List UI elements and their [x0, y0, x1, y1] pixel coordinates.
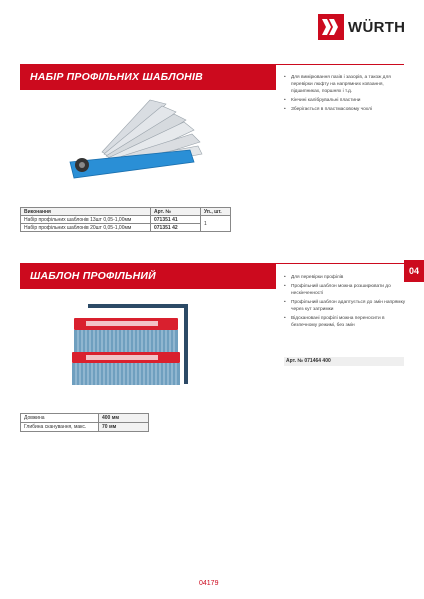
table-row: [21, 414, 149, 423]
table-row: [21, 423, 149, 432]
page-number: 04179: [199, 580, 219, 587]
brand-name: WÜRTH: [348, 18, 406, 36]
wurth-logo-icon: [318, 14, 344, 40]
section2-article: Арт. № 071464 400: [284, 357, 404, 366]
section1-bullet: • Кінчині калібрувальні пластини: [284, 97, 406, 104]
row-desc: Набір профільних шаблонів 13шт 0,05-1,00мм: [21, 216, 151, 224]
section-tab: 04: [404, 260, 424, 282]
section1-bullets: [284, 74, 406, 115]
profile-gauge-image: [66, 300, 196, 390]
section1-bullet: • Для вимірювання пазів і зазорів, а також для перевірки люфту на напрямних ковзання, підшипниках, поршнях і т.д.: [284, 74, 406, 95]
table-row: [21, 224, 231, 232]
profile-gauge-bottom: [72, 352, 180, 385]
section2-banner: [20, 263, 276, 289]
section2-bullet: • Для перевірки профілів: [284, 274, 406, 281]
section1-bullet: • Зберігається в пластмасовому чохлі: [284, 106, 406, 113]
wurth-logo: [318, 14, 410, 40]
section1-table: [20, 207, 231, 232]
section2-title: ШАБЛОН ПРОФІЛЬНИЙ: [30, 270, 156, 282]
row-art: 071351 42: [151, 224, 201, 232]
section2-bullet: • Профільний шаблон можна розширювати до нескінченності: [284, 283, 406, 297]
spec-value: 400 мм: [99, 414, 149, 423]
gauge-pivot-center: [79, 162, 85, 168]
section1-title: НАБІР ПРОФІЛЬНИХ ШАБЛОНІВ: [30, 71, 203, 83]
header-variant: Виконання: [21, 208, 151, 216]
section2-specs-table: [20, 413, 149, 432]
section2-rule: [276, 263, 404, 264]
section2-bullet: • Профільний шаблон адаптується до змін напрямку через кут затримки: [284, 299, 406, 313]
table-row: [21, 216, 231, 224]
section2-bullet: • Відскановані профілі можна переносити в безпечному режимі, без змін: [284, 315, 406, 329]
row-pack: 1: [201, 216, 231, 232]
section2-bullets: [284, 274, 406, 331]
feeler-gauge-image: [62, 92, 214, 192]
spec-label: Довжина: [21, 414, 99, 423]
section1-rule: [276, 64, 404, 65]
row-art: 071351 41: [151, 216, 201, 224]
section1-banner: [20, 64, 276, 90]
spec-value: 70 мм: [99, 423, 149, 432]
table-header-row: [21, 208, 231, 216]
header-pack: Уп., шт.: [201, 208, 231, 216]
row-desc: Набір профільних шаблонів 20шт 0,05-1,00мм: [21, 224, 151, 232]
profile-gauge-top: [74, 318, 178, 352]
header-art: Арт. №: [151, 208, 201, 216]
spec-label: Глибина сканування, макс.: [21, 423, 99, 432]
